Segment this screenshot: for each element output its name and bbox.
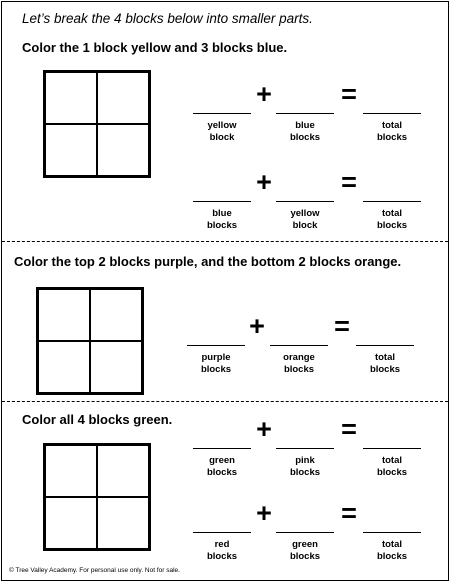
section-divider xyxy=(2,401,448,402)
answer-blank[interactable] xyxy=(356,345,414,346)
answer-blank[interactable] xyxy=(193,113,251,114)
plus-sign: + xyxy=(249,311,265,341)
total-label: total blocks xyxy=(376,120,408,143)
block-top-right xyxy=(90,289,142,341)
term-label: red blocks xyxy=(206,539,238,562)
block-bottom-right xyxy=(90,341,142,393)
equals-sign: = xyxy=(341,167,357,197)
section-2-instruction: Color the top 2 blocks purple, and the bottom 2 blocks orange. xyxy=(14,254,402,269)
term-label: yellow block xyxy=(290,208,320,231)
answer-blank[interactable] xyxy=(193,201,251,202)
block-bottom-left xyxy=(38,341,90,393)
term-label: blue blocks xyxy=(206,208,238,231)
equals-sign: = xyxy=(341,79,357,109)
plus-sign: + xyxy=(256,167,272,197)
term-label: pink blocks xyxy=(289,455,321,478)
answer-blank[interactable] xyxy=(276,201,334,202)
section-divider xyxy=(2,241,448,242)
total-label: total blocks xyxy=(376,455,408,478)
equals-sign: = xyxy=(341,498,357,528)
total-label: total blocks xyxy=(369,352,401,375)
answer-blank[interactable] xyxy=(363,448,421,449)
answer-blank[interactable] xyxy=(276,532,334,533)
answer-blank[interactable] xyxy=(363,113,421,114)
equals-sign: = xyxy=(334,311,350,341)
plus-sign: + xyxy=(256,79,272,109)
block-bottom-left xyxy=(45,497,97,549)
answer-blank[interactable] xyxy=(363,201,421,202)
plus-sign: + xyxy=(256,498,272,528)
term-label: green blocks xyxy=(206,455,238,478)
copyright-footer: © Tree Valley Academy. For personal use only. Not for sale. xyxy=(9,567,180,574)
block-bottom-right xyxy=(97,124,149,176)
section-1-instruction: Color the 1 block yellow and 3 blocks blue. xyxy=(22,40,288,55)
answer-blank[interactable] xyxy=(193,532,251,533)
term-label: blue blocks xyxy=(289,120,321,143)
block-top-left xyxy=(38,289,90,341)
answer-blank[interactable] xyxy=(270,345,328,346)
total-label: total blocks xyxy=(376,208,408,231)
section-3-instruction: Color all 4 blocks green. xyxy=(22,412,173,427)
answer-blank[interactable] xyxy=(193,448,251,449)
intro-text: Let’s break the 4 blocks below into smaller parts. xyxy=(22,11,313,26)
term-label: purple blocks xyxy=(200,352,232,375)
section-1-block-grid xyxy=(43,70,151,178)
answer-blank[interactable] xyxy=(276,448,334,449)
term-label: green blocks xyxy=(289,539,321,562)
term-label: orange blocks xyxy=(283,352,315,375)
total-label: total blocks xyxy=(376,539,408,562)
equals-sign: = xyxy=(341,414,357,444)
section-2-block-grid xyxy=(36,287,144,395)
answer-blank[interactable] xyxy=(187,345,245,346)
plus-sign: + xyxy=(256,414,272,444)
block-top-right xyxy=(97,445,149,497)
block-bottom-right xyxy=(97,497,149,549)
answer-blank[interactable] xyxy=(276,113,334,114)
answer-blank[interactable] xyxy=(363,532,421,533)
section-3-block-grid xyxy=(43,443,151,551)
block-top-left xyxy=(45,445,97,497)
term-label: yellow block xyxy=(207,120,237,143)
block-bottom-left xyxy=(45,124,97,176)
block-top-right xyxy=(97,72,149,124)
block-top-left xyxy=(45,72,97,124)
